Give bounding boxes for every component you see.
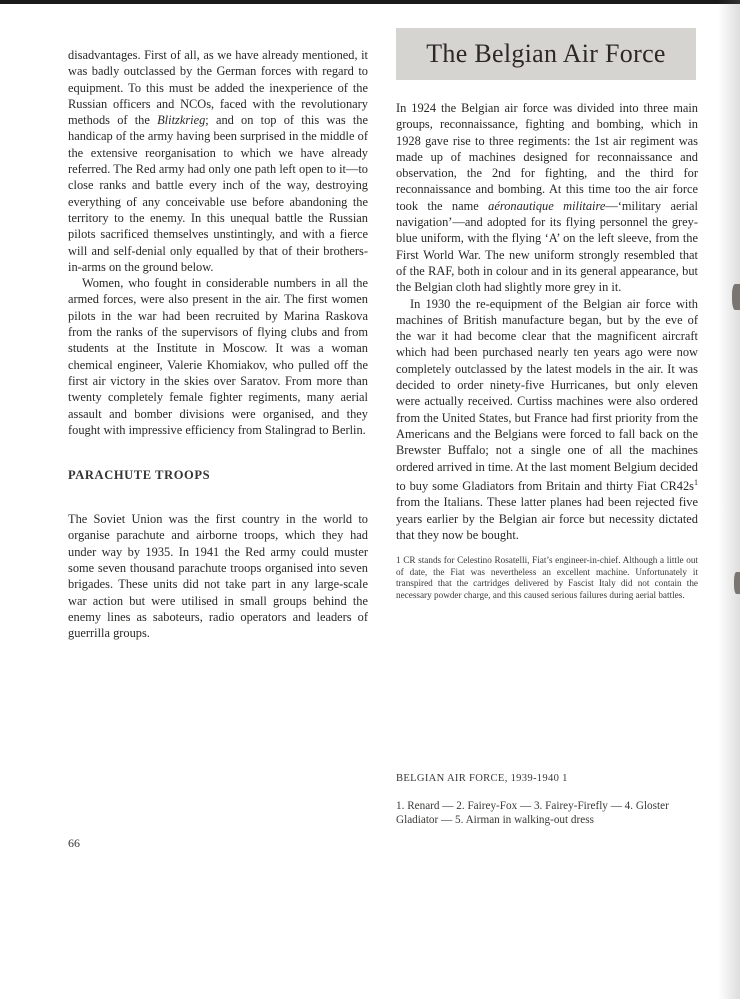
- chapter-title-box: [396, 28, 696, 80]
- page-edge-shadow: [718, 0, 740, 999]
- caption-title: BELGIAN AIR FORCE, 1939-1940 1: [396, 773, 568, 784]
- plate-caption: [396, 773, 698, 827]
- body-paragraph: Women, who fought in considerable numbers in all the armed forces, were also present in the air. The first women pilots in the war had been recruited by Marina Raskova from the ranks of the supervisors of flying clubs and from students at the Institute in Moscow. It was a woman chemical engineer, Valerie Khomiakov, who pulled off the first air victory in the skies over Saratov. From more than twenty completely female fighter regiments, many aerial assault and bomber divisions were organised, and they fought with impressive efficiency from Stalingrad to Berlin.: [68, 276, 368, 437]
- body-paragraph: In 1930 the re-equipment of the Belgian air force with machines of British manufacture began, but by the eve of the war it had become clear that the magnificent aircraft which had been purchased nearly ten years ago were now completely outclassed by the latest models in the air. It was decided to order ninety-five Hurricanes, but only eleven were actually received. Curtiss machines were also ordered from the United States, but France had first priority from the Americans and the Belgians were forced to fall back on the Brewster Buffalo; not a single one of all the machines ordered arrived in time. At the last moment Belgium decided to buy some Gladiators from Britain and thirty Fiat $CR42s^1$ from the Italians. These latter planes had been rejected five years earlier by the Belgian air force but necessity dictated that they now be bought.: [396, 296, 698, 542]
- italic-term: Blitzkrieg: [157, 113, 206, 128]
- italic-term: aéronautique militaire: [488, 198, 606, 213]
- footnote: 1 CR stands for Celestino Rosatelli, Fiat’s engineer-in-chief. Although a little out of date, the Fiat was nevertheless an excellent machine. Unfortunately it transpired that the cartridges delivered by Fascist Italy did not contain the necessary powder charge, and this caused serious failures during aerial battles.: [396, 555, 698, 600]
- body-paragraph: disadvantages. First of all, as we have already mentioned, it was badly outclassed by the German forces with regard to equipment. To this must be added the inexperience of the Russian officers and NCOs, faced with the revolutionary methods of the Blitzkrieg; and on top of this was the handicap of the army having been surprised in the middle of the extensive reorganisation to which we have already referred. The Red army had only one path left open to it—to close ranks and battle every inch of the way, destroying everything of any conceivable use before abandoning the territory to the enemy. In this unequal battle the Russian pilots sacrificed themselves unstintingly, and with a fierce will and self-denial only equalled by that of their brothers-in-arms on the ground below.: [68, 48, 368, 274]
- right-column: [396, 100, 698, 611]
- body-paragraph: The Soviet Union was the first country in the world to organise parachute and airborne troops, which they had under way by 1935. In 1941 the Red army could muster some seven thousand parachute troops organised into seven brigades. These units did not take part in any large-scale war action but were utilised in small groups behind the enemy lines as saboteurs, radio operators and leaders of guerrilla groups.: [68, 512, 368, 641]
- top-rule: [0, 0, 740, 4]
- page-number: 66: [68, 836, 80, 850]
- chapter-title: The Belgian Air Force: [426, 39, 666, 68]
- page-edge-mark: [732, 284, 740, 310]
- caption-items: 1. Renard — 2. Fairey-Fox — 3. Fairey-Firefly — 4. Gloster Gladiator — 5. Airman in walking-out dress: [396, 800, 669, 826]
- section-heading: PARACHUTE TROOPS: [68, 468, 211, 483]
- left-column: [68, 47, 368, 642]
- page-edge-mark: [734, 572, 740, 594]
- body-paragraph: In 1924 the Belgian air force was divided into three main groups, reconnaissance, fighting and bombing, which in 1928 gave rise to three regiments: the 1st air regiment was made up of machines designed for reconnaissance and observation, the 2nd for fighting, and the third for reconnaissance and bombing. At this time too the air force took the name aéronautique militaire—‘military aerial navigation’—and adopted for its flying personnel the grey-blue uniform, with the flying ‘A’ on the left sleeve, from the First World War. The new uniform strongly resembled that of the RAF, both in colour and in its general appearance, but the Belgian cloth had slightly more grey in it.: [396, 101, 698, 295]
- footnote-marker: 1: [694, 477, 698, 487]
